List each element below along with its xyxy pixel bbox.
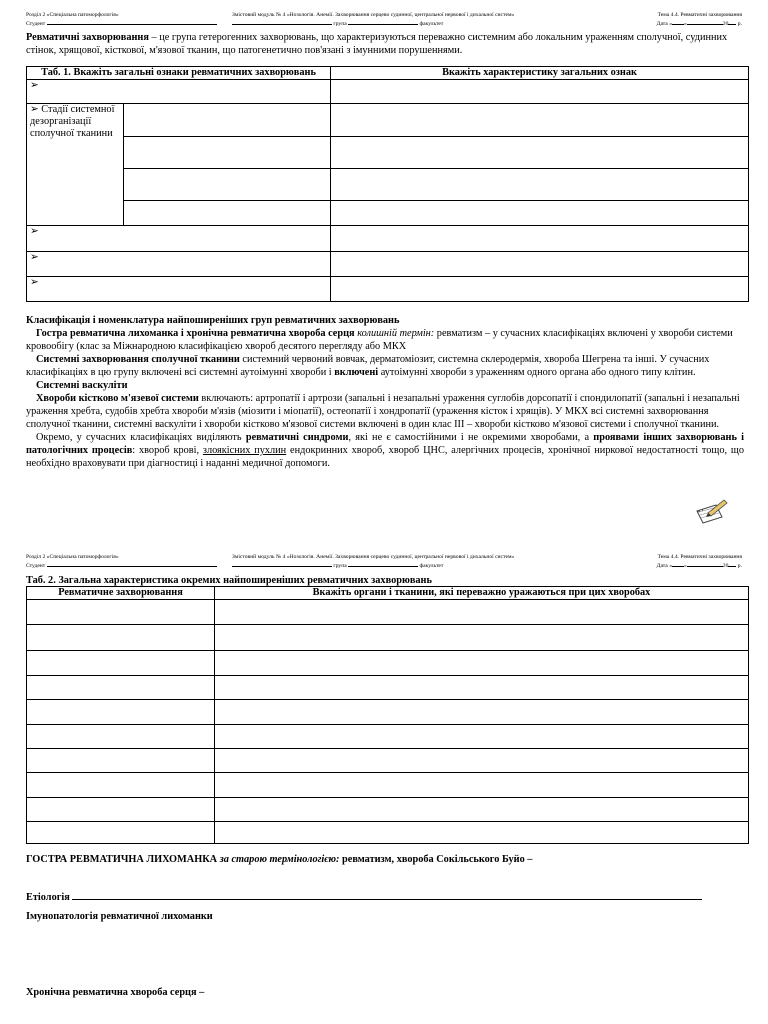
header-group-faculty: група факультет [232, 561, 443, 570]
organs-cell[interactable] [215, 773, 749, 798]
table-row [27, 773, 749, 798]
table-row [27, 822, 749, 844]
organs-cell[interactable] [215, 749, 749, 773]
header-section: Розділ 2 «Спеціальна патоморфологія» [26, 12, 119, 18]
table1-stage-cell[interactable] [124, 201, 331, 226]
table2-caption: Таб. 2. Загальна характеристика окремих найпоширеніших ревматичних захворювань [26, 575, 432, 586]
etiology-line: Етіологія [26, 891, 744, 904]
table-row [27, 600, 749, 625]
header-student: Студент [26, 561, 217, 570]
disease-cell[interactable] [27, 725, 215, 749]
etiology-input[interactable] [72, 891, 702, 900]
table1-answer-cell[interactable] [331, 104, 749, 137]
header-module: Змістовий модуль № 4 «Нозологія. Анемії. Захворювання серцево судинної, центральної нервової і дихальної систем» [232, 554, 515, 560]
table1-answer-cell[interactable] [331, 226, 749, 252]
disease-cell[interactable] [27, 773, 215, 798]
table1-row-sign: ➢ [27, 252, 331, 277]
immunopathology-label: Імунопатологія ревматичної лихоманки [26, 911, 213, 922]
header-topic: Тема 4.4. Ревматичні захворювання [657, 554, 742, 560]
table1-answer-cell[interactable] [331, 169, 749, 201]
organs-cell[interactable] [215, 651, 749, 676]
header-date: Дата « » 20 р. [656, 563, 742, 569]
intro-definition: – це група гетерогенних захворювань, що характеризуються переважно системним або локальним ураженням сполучної, судинних стінок, хрящової, кісткової, м'язової тканин, що патогенетично пов'язані з імунними порушеннями. [26, 32, 728, 56]
table1-answer-cell[interactable] [331, 277, 749, 302]
classification-p2: Системні захворювання сполучної тканини системний червоний вовчак, дерматоміозит, системна склеродермія, хвороба Шегрена та інші. У сучасних класифікаціях в цю групу включені всі системні аутоімунні хвороби і включені аутоімунні хвороби з ураженням одного органа або одного типу клітин. [26, 354, 710, 378]
organs-cell[interactable] [215, 700, 749, 725]
classification-title: Класифікація і номенклатура найпоширеніших груп ревматичних захворювань [26, 315, 400, 326]
disease-cell[interactable] [27, 798, 215, 822]
disease-cell[interactable] [27, 822, 215, 844]
disease-cell[interactable] [27, 651, 215, 676]
intro-term: Ревматичні захворювання [26, 32, 149, 43]
classification-p1: Гостра ревматична лихоманка і хронічна ревматична хвороба серця колишній термін: ревматизм – у сучасних класифікаціях включені у хвороби системи кровообігу (клас за Міжнародною класифікацією хвороб десятого перегляду або МКХ [26, 328, 733, 352]
organs-cell[interactable] [215, 676, 749, 700]
disease-cell[interactable] [27, 600, 215, 625]
table2-col1-header: Ревматичне захворювання [27, 587, 215, 600]
header-date: Дата « » 20 р. [656, 21, 742, 27]
disease-cell[interactable] [27, 676, 215, 700]
table1-stage-cell[interactable] [124, 137, 331, 169]
header-student: Студент [26, 19, 217, 28]
table1-row-sign: ➢ [27, 80, 331, 104]
organs-cell[interactable] [215, 798, 749, 822]
chronic-heart-disease-label: Хронічна ревматична хвороба серця – [26, 987, 205, 998]
header-topic: Тема 4.4. Ревматичні захворювання [657, 12, 742, 18]
organs-cell[interactable] [215, 625, 749, 651]
table-row [27, 725, 749, 749]
fever-title: ГОСТРА РЕВМАТИЧНА ЛИХОМАНКА за старою термінологією: ревматизм, хвороба Сокільського Буйо – [26, 854, 533, 865]
header-group-faculty: група факультет [232, 19, 443, 28]
classification-p3: Системні васкуліти [36, 380, 128, 391]
table-row [27, 798, 749, 822]
header-module: Змістовий модуль № 4 «Нозологія. Анемії. Захворювання серцево судинної, центральної нервової і дихальної систем» [232, 12, 515, 18]
intro-paragraph [26, 31, 744, 57]
table-row [27, 749, 749, 773]
classification-p5: Окремо, у сучасних класифікаціях виділяють ревматичні синдроми, які не є самостійними і не окремими хворобами, а проявами інших захворювань і патологічних процесів: хвороб крові, злоякісних пухлин ендокринних хвороб, хвороб ЦНС, алергічних процесів, хронічної ниркової недостатності тощо, що необхідно враховувати при діагностиці і наданні медичної допомоги. [26, 432, 744, 469]
organs-cell[interactable] [215, 822, 749, 844]
classification-p4: Хвороби кістково м'язевої системи включають: артропатії і артрози (запальні і незапальні ураження суглобів дорсопатії і спондилопатії (запальні і незапальні ураження хребта, судобів хребта хвороби м'язів (міозити і міопатії), остеопатії і хондропатії (ураження кісток і хрящів). У МКХ всі системні захворювання сполучної тканини, системні васкуліти і хвороби кістково м'язової системи включені в один клас III – хвороби кістково м'язової системи і сполучної тканини. [26, 393, 740, 430]
table1-answer-cell[interactable] [331, 252, 749, 277]
table-general-signs [26, 66, 749, 302]
table1-col2-header: Вкажіть характеристику загальних ознак [331, 67, 749, 80]
table-row [27, 651, 749, 676]
table2-col2-header: Вкажіть органи і тканини, які переважно уражаються при цих хворобах [215, 587, 749, 600]
table-row [27, 700, 749, 725]
header-section: Розділ 2 «Спеціальна патоморфологія» [26, 554, 119, 560]
table-row [27, 676, 749, 700]
classification-section [26, 314, 744, 470]
organs-cell[interactable] [215, 600, 749, 625]
table1-row-sign: ➢ [27, 277, 331, 302]
table1-col1-header: Таб. 1. Вкажіть загальні ознаки ревматичних захворювань [27, 67, 331, 80]
table1-answer-cell[interactable] [331, 201, 749, 226]
disease-cell[interactable] [27, 625, 215, 651]
table1-stage-cell[interactable] [124, 169, 331, 201]
table-row [27, 625, 749, 651]
organs-cell[interactable] [215, 725, 749, 749]
table-rheumatic-diseases [26, 586, 749, 844]
table1-row-sign: ➢ [27, 226, 331, 252]
table1-answer-cell[interactable] [331, 137, 749, 169]
disease-cell[interactable] [27, 749, 215, 773]
disease-cell[interactable] [27, 700, 215, 725]
table1-stage-cell[interactable] [124, 104, 331, 137]
table1-stages-cell: ➢ Стадії системної дезорганізації сполучної тканини [27, 104, 124, 226]
table1-answer-cell[interactable] [331, 80, 749, 104]
notebook-pencil-icon [694, 497, 728, 525]
